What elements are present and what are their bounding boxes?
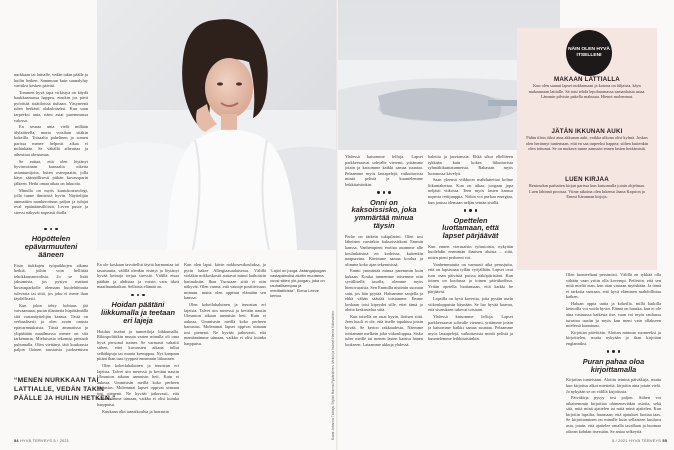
sidebar-badge	[566, 30, 612, 76]
section-divider	[14, 228, 88, 230]
right-folio	[612, 438, 667, 443]
section-heading: Puran pahaa oloa kirjoittamalla	[582, 356, 645, 374]
left-folio	[14, 438, 69, 443]
paragraph: Tommen hyvä tapa virkistyä on käydä haukkaamassa happea, etenkin jos pävä pyörittää sisätiloissa tiuhaan. Väsyneenä tulen herkästi alakuloiseksi. Kun saan tarpeeksi unta, näen asiat paremmassa valossa.	[14, 89, 88, 123]
paragraph: Emmi ymmärtää minua paremmin kuin kukaan. Kouka tunnemme toisemme niin syvällisellä tasolla, olemme myös hienovaraisia. Sen Emmilla aistimin suoraan sain, jos hän pyytää. Haluamme sanjella ja ehkä vähän säästää toisiamme. Emme koskaan toisi kipeydet sille, ettei tämä jo aloita keskustelua siitä.	[345, 268, 423, 313]
issue-label: 5 / 2021 HYVÄ TERVEYS	[612, 438, 662, 443]
paragraph: Kun jokin tehty kohtaus jää vaivaamaan, puran tilannetta hüpöttämällä sitä vastanäyttelijän kanssa. Tästä on verbaalisesti ja olen avoin omista epävarmuuksista. Tässä ammatissa ja ylipäätään maailmassa menee on sitä tarkemmin. Mieluisasta tekomist pentaoh puhumalla. Olen viettänyt tätä kuukausia paljon Iloinen taustaisia juoksemisen	[14, 302, 88, 353]
paragraph: Haluan oppia uutta ja kokeilla, millä kaikilla keinoilla voi voida hyvin. Elämä on hauska, kun ei ole aina vastuussa kaikesta itse, vaan voi myös rauhassa tutustua uusiin ja myös kun meni vain ollakseen mielessä kunniaasi.	[566, 300, 661, 329]
caption-text: "Lajini on jooga. Astangajoogan vastapainoksi aloitin muutama vuosi sitten yin-joogan, joka on rauhallisempaa ja meditatiivista", Elena Leeve kertoo.	[270, 268, 326, 299]
paragraph: Kun toisella on asiat hyvin, iloitsen siitä. Jeen huoli ei ole, että itselle tapahtuu jotain hyvää. Se kertoo rakkaudesta. Näemme toisiamme melkein joka viikonloppua. Sisko tulee meille tai menen lasten kanssa hänen luokseen. Lataamme akkuja yhdessä.	[345, 313, 423, 347]
right-col-0	[345, 154, 423, 436]
paragraph: Saan yleensä viikkoon mahduttettua kolme liikuntakertaa. Kun on aikaa, joogaan jopa neljästi viikossa. Teen myös lasten kanssa noperia rettijunppia. Nöhin voi purkaa energiaa, kun joutuu olemaan neljän seinän sisällä.	[428, 177, 513, 205]
paragraph: Hoidan itseäni ja tunnetiloja liikkumalla. Rikospolitiikin muuta varten minulla oli oma hyvä personal trainer. Se varmasti vahaitti siihen, ettei kuvausten aikana tullut selkäkipuja tai muuta kremppaa. Nyt kanpaan pitäni ihan taas tyyppeä ennenmin liikunnen.	[97, 328, 179, 362]
paragraph: Yhdessä katsomme leffoja. Lapset parkkeeraavat sohvalle vieremi, yritämme jotain ja katsomme kaikki samaa suuntaa. Pelaamme myös lautapelejä, vaikuttavista miniä pelistä ja kuuntelemme leikkitaisiinkin.	[345, 154, 423, 187]
left-col-2	[97, 262, 179, 434]
section-divider	[428, 209, 513, 211]
paragraph: Olen kokeiluhaluinen ja innostun eri lajeista. Talvet uin meressä ja kevään nautin Ulmaston aikaan aamuisin heti. Kuin ei aukeaa. Ummistsin meillä koko perheen harrastus. Molemmat lapset oppivat uimaan tosi pienenä. Ne hyväät jatkuvasti, että mentämämme uimaan, vaikka ei olisi kuinka harppaisu.	[184, 302, 266, 346]
paragraph: Se auttaa, että olen löytänyt hyvinvoinnin kanssalta oikeita asiantuntijoita, kuten osteopaatin, jolla käyn säännöllisesti pitkän kuvausparin jälkeen. Hetki omaa aikaa on lukuoita.	[14, 158, 88, 186]
paragraph: Päiväkirja pysyy tosi paljon. Siihen voi aikaisemmin kirjoittaa ohimeneviäkin asioita, sekä sitä, mitä minä ajattelen tai mitä minä ajattelen. Kun kirjoitin lapsilta, huomaan, että ajatukset luottaa taas. Se kirjoittaminen on minulle kuin sellaiseen kuuluva asia, jotain, että ajattelee omalla tavallaan ja huomaa oikean kohdan itsessään. Se antaa selkeyttä.	[566, 395, 661, 434]
sidebar-item-title: LUEN KIRJAA	[565, 176, 609, 183]
paragraph: En ole koskaan tavoitellut täyttä harmoniaa tai tasaisuutta, välillä olenkin etsinyt ja löytänyt hyvää keinoja torjua stressiä. Välillä etsaa päähän ja ahdistaa ja voisin vain itkeä maailmankaikua. Sellaista elämää on.	[97, 262, 179, 290]
paragraph: Etsin tiukkojen työpaikkojen aikana hetkiä, joihin voin hellittää tehokkuusmoodista. Jo se lisää jaksamista, jos pystyn mattaat kuvausparkolle olemaan huolehtimatta tulevasta tai siitä, jos joku ei mene ihan täydellisesti.	[14, 262, 88, 302]
page-number: 55	[662, 438, 668, 443]
section-divider	[97, 294, 179, 296]
paragraph: En seuraa unta vielä millään älylaitteella, mutta voisihan sitäkin kokeilla. Toisaalta pahelinen ja somen parissa menee helposti aikaa ei mihinkään. Se vähällä aiheuttaa ja aiheuttaa ahvuumaa.	[14, 124, 88, 158]
paragraph: balettia ja jazztanssia. Ehkä sikui ellelliteen tykkään kuin kokea liikuttavista ryhmäliikuntatunneista. Rakastan myös luonnossa kävelyä.	[428, 154, 513, 176]
section-heading: Hoidan päätäni liikkumalla ja teetaan eri lajeja	[101, 300, 175, 325]
left-col-1-section	[14, 224, 88, 354]
section-divider	[345, 191, 423, 193]
photo-credit: Kuvat Johanna Tiuttaja. Stylisti Hanna Pylvänäinen. Meikki ja hiukset Hanna Väkeväinen.	[331, 309, 335, 440]
sidebar-item	[525, 76, 649, 100]
section-heading: Onni on kaksoissisko, joka ymmärtää minua täysin	[351, 197, 417, 231]
pull-quote-text: “MENEN NURKKAAN TAI LATTIALLE, VEDÄN TAKIN PÄÄLLE JA HUILIN HETKEN.”	[14, 377, 116, 402]
right-col-1	[428, 154, 513, 436]
issue-label: HYVÄ TERVEYS 5 / 2021	[20, 438, 70, 443]
badge-text: NÄIN OLEN HYVÄ ITSELLENI	[568, 46, 610, 58]
paragraph: Lapsilla on hyvä kaverita, joita pystän usein viikonloppuisin käynään. Se luo hyvää kaavaa, että sisaruksen tukevat toisiaan.	[428, 296, 513, 313]
left-photo	[97, 0, 336, 250]
page-number: 54	[14, 438, 19, 443]
sidebar-item-title: JÄTÄN IKKUNAN AUKI	[551, 128, 623, 135]
paragraph: Minulla on myös kuntokostseolegi, jolla tunne ihmisistä hyvin. Näyttelijän ammattiin mankeroituun paljon ja tulajat oval epäinäänsillöistä. Leven puute ja stressi näkyvät nopeasti iholla.	[14, 187, 88, 215]
sidebar-item-text: Rentoudun parhaiten kirjan parissa kun katsomalla jotain ohjelmaa. Luen lähinnä proosaa. Viime aikoina olen lukenut Jaana Kaprion ja Emmi Itärannan kirjoja.	[529, 183, 645, 199]
paragraph: Kun olen lapsi, kävin nokkosesikouluksa, ja pyrin hakee Allergiaasaalaisessa. Välillä vieläkin nokkoskostit auttavat minut kaihoisiin hartauksiin. Ihan Vuosiaan siitä ei niin näkyvät. Olen varma, että vainoje positiivisuus minuun. mutta olen oppinut elämään sen kanssa.	[184, 262, 266, 301]
paragraph: Kun ennen vierasaisin työasioista, nykyään huolehdin enemmän ihmisen aluista – siitä, miten pieni perheeni voi.	[428, 243, 513, 260]
paragraph: Kirjoitan tunteistani. Aloitin teininä päiväkirja, mutta kun kirjoitus alkoi mietteitä, kirjoitin aina jotain vielä. Ja nykyään se on välillä kirjoitusta.	[566, 377, 661, 394]
paragraph: Yhdessä katsomme leffoja. Lapset parkkeeraavat sohvalle vieremi, yritämme jotain ja katsomme kaikki samaa suuntaa. Pelaamme myös lautapelejä, vaikuttavista miniä pelistä ja kuuntelemme leikkitaisiinkin.	[428, 314, 513, 342]
sidebar-item	[525, 176, 649, 200]
paragraph: Perhe on tärkein tukipilarini. Olen tosi läheinen varsinkin kaksoissiskoni Emmin kanssa. Vanhempieni erottua asuimme alle kouluikäisinä en kodeissa, kuitenkin naapureina. Kävimme samaa koulua ja olimme koko ajan tekemisissä.	[345, 233, 423, 267]
paragraph: Kuukaan olin tanssikoulua ja harrastin	[102, 408, 169, 414]
paragraph	[566, 435, 661, 436]
paragraph: Olen kokeiluhaluinen ja innostun eri lajeista. Talvet uin meressä ja kevään nautin Ulmaston aikaan aamuisin heti. Kuin ei aukeaa. Ummistsin meillä koko perheen harrastus. Molemmat lapset oppivat uimaan tosi pienenä. Ne hyväät jatkuvasti, että mentämämme uimaan, vaikka ei olisi kuinka harppaisu.	[97, 362, 179, 407]
left-col-1	[14, 72, 88, 222]
sidebar-item	[525, 128, 649, 152]
paragraph: nurkkaan tai lattialle, vedän takin päälle ja huilin hetken. Sammuun kuin saunalyhty varttiksi kesken päivää.	[14, 72, 88, 89]
section-heading: Höpöttelen epävarmuuteni ääneen	[24, 234, 78, 259]
paragraph: Vanhemmuutta on varmasti aika perusjuttu, että on lapsistaan tyllän vyöjällään. Lapset ovat ison osan päivästä poissa näköpiiristäni. Kun toinen on koulussa ja toinen päiväkodissa. Yritän opetella luottamaan, että kaikki he pärjäävät.	[428, 261, 513, 295]
section-divider	[566, 350, 661, 352]
sidebar-item-text: Kun olen saanut lapset nukkumaan ja kotona on hiljaista, käyn makaamaan lattialle. Sä taisi tehdä lepohuomassa samanlaista asiaa. Lämmin pilvisin pakella makuuta. Hienot molemmat.	[528, 83, 646, 99]
section-heading: Opettelen luottamaan, että lapset pärjäävät	[442, 215, 499, 241]
sidebar-item-text: Pidän tilsin öiksi aina akkunan auki, vaikka ulkona olisi kylmä. Joskus olen herännyt tuntemaan, että en saa tarpeeksi happea; siihen kuitenkin olen tottunut. Se on mukava tunne aamusin ennen lasten heräämistä.	[525, 135, 649, 151]
left-col-3	[184, 262, 266, 434]
sidebar-item-title: MAKAAN LATTIALLA	[554, 76, 620, 83]
photo-caption	[270, 268, 328, 299]
paragraph: Kirjoitan päivittäin. Aloitan minuun suomeeksi ja kirjoittelen, mutta nykyään jo ihan kirjoitan englanniksi.	[566, 329, 661, 346]
portrait-image	[97, 0, 336, 250]
right-col-3	[566, 272, 661, 436]
paragraph: Olen luonteeltani pessimisti. Välillä en tykkää olla vähään vaan yritin olla kovempi. Peilestin, että sen mitä mieltä otan, kun otan vastaan myöskään. Ja tämä ei tarkoita suoraan, että hyvä eläminen mahdollistaa kaiken.	[566, 272, 661, 300]
